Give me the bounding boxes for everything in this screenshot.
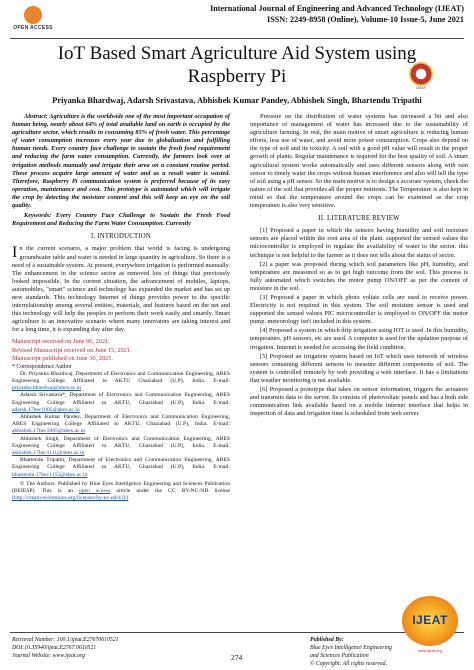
revised-date: Revised Manuscript received on June 15, 2021.: [12, 346, 132, 354]
review-item-2: [2] a paper was proposed during which soil parameters like pH, humidity, and temperature are measured so as to get high outcome from the soil. This process is fully automated which switches the motor pump ON/OFF as per the content of moisture in the soil.: [250, 260, 468, 292]
email-link[interactable]: abhishek.17bec1085@abes.ac.in: [12, 428, 86, 435]
published-date: Manuscript published on June 30, 2021.: [12, 354, 113, 362]
author-footnote-4: Abhishek Singh, Department of Electronics and Communication Engineering, ABES Engineering College Affiliated to AKTU, Ghaziabad (U.P), India. E-mail: abhishek.17bec1111@abes.ac.in: [12, 435, 230, 457]
journal-website: Journal Website: www.ijeat.org: [12, 653, 85, 659]
manuscript-dates: [12, 338, 230, 362]
abstract: [12, 113, 230, 228]
received-date: Manuscript received on June 06, 2021.: [12, 338, 110, 346]
email-link[interactable]: adarsh.17bec1005@abes.ac.in: [12, 406, 80, 413]
drop-cap: I: [12, 244, 18, 262]
email-link[interactable]: bhartendu.17bec1155@abes.ac.in: [12, 471, 88, 478]
review-item-3: [3] Proposed a paper in which photo voltaic cells are used to receive power. Electricity is not required in this system. The soil moisture sensor is used and supported the sensed values PIC microcontroller is employed to ON/OFF the motor pump. meteorology isn't included in this system.: [250, 293, 468, 326]
abstract-label: Abstract:: [24, 113, 48, 120]
review-item-1: [1] Proposed a paper in which the sensors having humidity and soil moisture sensors are placed within the root area of the plant. supported the sensed values the microcontroller is employed to regulate the availability of water to the sector. this technique is not helpful to the farmer as it does not tells about the status of sector.: [250, 227, 468, 259]
title-line-1: IoT Based Smart Agriculture Aid System using: [57, 43, 417, 64]
ijeat-logo: [396, 596, 464, 656]
author-list: Priyanka Bhardwaj, Adarsh Srivastava, Abhishek Kumar Pandey, Abhishek Singh, Bhartendu Tripathi: [52, 96, 422, 105]
review-item-4: [4] Proposed a system in which drip irrigation using IOT is used .In this humidity, temperature, pH sensors, etc are used. A computer is used for the updation purpose of irrigation. Internet is needed for accessing the field condition.: [250, 327, 468, 351]
header-divider: [10, 38, 464, 39]
section-heading-literature: II. LITERATURE REVIEW: [318, 215, 400, 223]
journal-header: [154, 4, 464, 25]
right-column: [250, 113, 468, 419]
footer-retrieval: [12, 636, 119, 660]
email-link[interactable]: priyanka.bhardwaj@abes.ac.in: [12, 385, 81, 392]
paper-title: [0, 42, 474, 88]
open-access-label: OPEN ACCESS: [13, 25, 53, 31]
footer-publisher: [310, 636, 392, 668]
email-link[interactable]: abhishek.17bec1111@abes.ac.in: [12, 450, 85, 457]
journal-issn: ISSN: 2249-8958 (Online), Volume-10 Issue-5, June 2021: [267, 14, 464, 24]
keywords-label: Keywords:: [24, 212, 52, 220]
copyright: © Copyright: All rights reserved.: [310, 661, 388, 667]
retrieval-number: Retrieval Number: 100.1/ijeat.E27670610521: [12, 637, 119, 643]
open-access-logo: [12, 6, 54, 34]
intro-text: n the current scenario, a major problem that world is facing is undergoing groundwater table and water is needed in large quantity in agriculture. So there is a need of a sustainable system. At present, everywhere irrigation is performed manually. The enhancement in the science sector as removed lots of things that previously looked impossible. In the current situation, the advancement of mobiles, laptops, automobiles, "smart" science and technology has expanded the market and has set up new standards. This technology Internet of things provides power to the specific interrelationship among several entities, materials, and features based on the net and this technology will help the peoples to perform their work easily and smartly. Smart agriculture is an innovative scenario where many innovators are taking interest and for a long time, it is expanding day after day.: [12, 245, 230, 334]
author-footnote-3: Abhishek Kumar Pandey, Department of Electronics and Communication Engineering, ABES Engineering College Affiliated to AKTU, Ghaziabad (U.P), India. E-mail: abhishek.17bec1085@abes.ac.in: [12, 414, 230, 435]
title-line-2: Raspberry Pi: [187, 66, 287, 87]
correspondence-note: * Correspondence Author: [12, 363, 72, 370]
author-footnote-5: Bhartendu Tripathi, Department of Electronics and Communication Engineering, ABES Engineering College Affiliated to AKTU, Ghaziabad (U.P), India. E-mail: bhartendu.17bec1155@abes.ac.in: [12, 457, 230, 478]
seal-label: IJEAT: [416, 86, 426, 90]
publisher-line-2: and Sciences Publication: [310, 653, 369, 659]
abstract-text: Agriculture is the worldwide one of the most important occupation of human being, nearly about 64% of total available land on earth is occupied by the agriculture sector, which results in consuming 85% of fresh water. This percentage of water consumption increases every year due to globalization and fulfilling human needs. Every country face challenge to sustain the fresh food requirement and reducing the farm water consumption. Currently, the farmers look over at irrigation methods manually and irrigate their area on a constant routine period. These process acquire large amount of water and as a result water is wasted. Therefore, Raspberry Pi communication system is preferred because of its easy operation, maintenance and cost. This prototype is automated which will irrigate the crop by detecting the moisture content and this will keep an eye on the soil quality.: [12, 113, 230, 210]
crossmark-seal: [408, 62, 434, 92]
author-footnote-1: Dr. Priyanka Bhardwaj, Department of Electronics and Communication Engineering, ABES Engineering College Affiliated to AKTU Ghaziabad (U.P), India. E-mail: priyanka.bhardwaj@abes.ac.in: [12, 370, 230, 392]
license-link[interactable]: (http://creativecommons.org/licenses/by-nc-nd/4.0/): [12, 495, 129, 502]
published-by-label: Published By:: [310, 637, 344, 643]
left-column: [12, 113, 230, 502]
ijeat-logo-text: IJEAT: [412, 613, 448, 627]
open-access-link[interactable]: open access: [78, 488, 111, 495]
intro-continued: Pressure on the distribution of water systems has increased a bit and also importance of management of water has increased due to the sustainability of agriculture farming. In real, the main motive of smart agriculture is reducing human efforts, less use of water, and avoid more power consumption. Crops also depend on the type of soil and its toxicity. A soil with a good pH value will result in the proper growth of plants. Regular maintenance is required for the best quality of soil. A smart agricultural system works automatically and uses different sensors along with rain sensor to timely water the crops without human interference and also will tell the type of soil using a pH sensor. So the main motive is to design a accurate system, check the nature of the soil that provides all the proper nutrients. The Temperature is also kept in mind so that the temperature around the crops can be examined as the crop temperature is also very sensitive.: [250, 113, 468, 210]
page-number: 274: [231, 653, 243, 662]
keywords-text: Every Country Face Challenge to Sustain the Fresh Food Requirement and Reducing the Farm Water Consumption. Currently: [12, 212, 230, 228]
review-item-6: [6] Proposed a prototype that takes on sensor information, triggers the actuators and transmits data to the server. Its consists of photovoltaic panels and has a both side communication link available based on a mobile internet interface that helps in inspection of data and irrigation time is scheduled from web server.: [250, 386, 468, 418]
section-heading-introduction: I. INTRODUCTION: [90, 233, 151, 241]
publisher-line-1: Blue Eyes Intelligence Engineering: [310, 645, 392, 651]
seal-icon: [409, 62, 433, 86]
author-footnote-2: Adarsh Srivastava*, Department of Electronics and Communication Engineering, ABES Engineering College Affiliated to AKTU, Ghaziabad (U.P), India. E-mail: adarsh.17bec1005@abes.ac.in: [12, 392, 230, 413]
open-access-lock-icon: [24, 6, 42, 24]
journal-name: International Journal of Engineering and Advanced Technology (IJEAT): [210, 4, 464, 13]
doi: DOI:10.35940/ijeat.E2767.0610521: [12, 645, 97, 651]
intro-paragraph: [12, 245, 230, 334]
license-note: © The Authors. Published by Blue Eyes Intelligence Engineering and Sciences Publication (BEIESP). This is an open access article under the CC BY-NC-ND license (http://creativecommons.org/licenses/by-nc-nd/4.0/): [12, 480, 230, 502]
review-item-5: [5] Proposed an irrigation system based on IoT which uses network of wireless sensors containing different sensors to measure different components of soil. The system is controlled remotely by web providing a web interface. It has a limitations that weather monitoring is not available.: [250, 352, 468, 384]
ijeat-logo-url: www.ijeat.org: [418, 648, 442, 653]
